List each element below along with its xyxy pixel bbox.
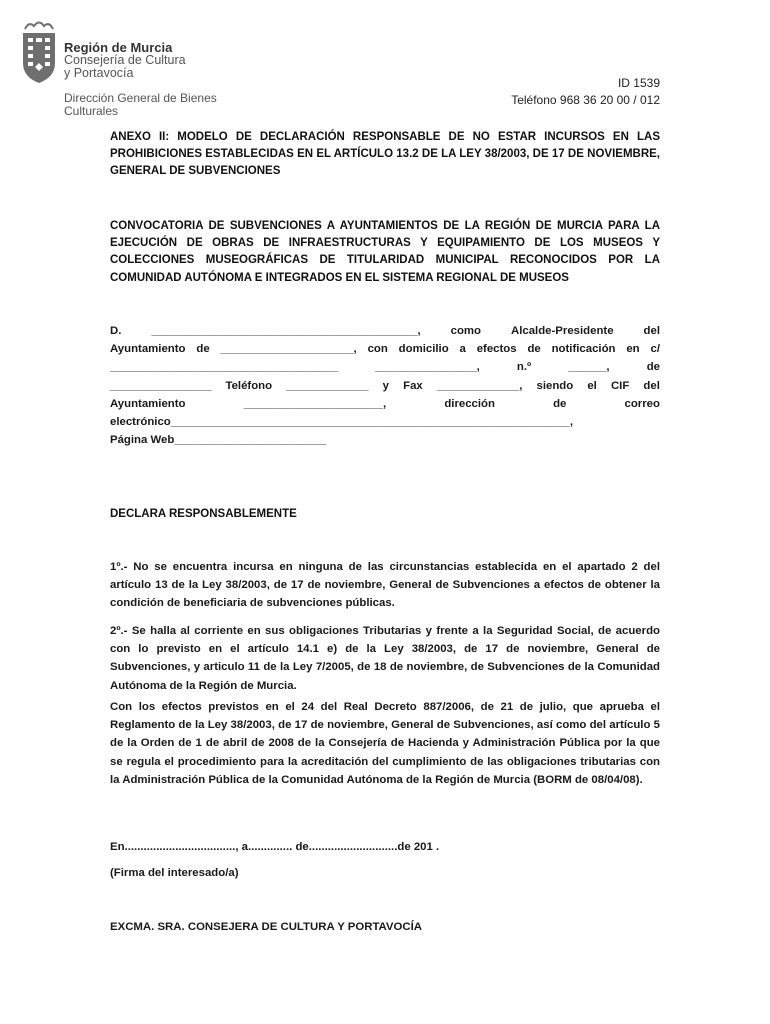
website-line: Página Web________________________ (110, 434, 327, 447)
document-id: ID 1539 (617, 76, 660, 90)
city-blank: ________________ (110, 379, 212, 392)
form-text: de (646, 361, 660, 374)
email-line: electrónico_______________________________________________________________, (110, 416, 574, 429)
form-text: domicilio (398, 343, 449, 356)
form-text: a (459, 343, 466, 356)
convocatoria-title: CONVOCATORIA DE SUBVENCIONES A AYUNTAMIENTOS DE LA REGIÓN DE MURCIA PARA LA EJECUCIÓN DE OBRAS DE INFRAESTRUCTURAS Y EQUIPAMIENTO DE LOS MUSEOS Y COLECCIONES MUSEOGRÁFICAS DE TITULARIDAD MUNICIPAL RECONOCIDOS POR LA COMUNIDAD AUTÓNOMA E INTEGRADOS EN EL SISTEMA REGIONAL DE MUSEOS (110, 220, 660, 284)
form-text: como (450, 325, 481, 337)
name-blank: __________________________________________, (151, 325, 421, 337)
form-text: en (626, 343, 640, 356)
org-department-2: y Portavocía (64, 66, 134, 80)
fax-blank: _____________, (436, 379, 523, 392)
declara-heading: DECLARA RESPONSABLEMENTE (110, 508, 297, 520)
form-text: de (527, 343, 541, 356)
cif-blank: ______________________, (243, 397, 387, 410)
legal-effects-paragraph: Con los efectos previstos en el 24 del Real Decreto 887/2006, de 21 de julio, que aprueba el Reglamento de la Ley 38/2003, de 17 de noviembre, General de Subvenciones, así como del artículo 5 de la Orden de 1 de abril de 2008 de la Consejería de Hacienda y Administración Pública por la que se regula el procedimiento para la acreditación del cumplimiento de las obligaciones tributarias con la Administración Pública de la Comunidad Autónoma de la Región de Murcia (BORM de 08/04/08). (110, 701, 660, 786)
locality-blank: ________________, (375, 361, 480, 374)
header-organization (64, 41, 186, 80)
signature-label: (Firma del interesado/a) (110, 867, 239, 879)
form-line-5 (110, 395, 660, 413)
form-text: dirección (444, 397, 495, 410)
form-text: siendo (536, 379, 574, 392)
directorate-name (64, 92, 217, 118)
form-text: notificación (551, 343, 616, 356)
form-text: el (587, 379, 597, 392)
ayuntamiento-blank: _____________________, (220, 343, 357, 356)
number-blank: ______, (568, 361, 610, 374)
form-text: efectos (476, 343, 517, 356)
org-department: Consejería de Cultura (64, 53, 186, 67)
form-text: Ayuntamiento (110, 397, 186, 410)
form-line-1 (110, 322, 660, 340)
form-line-2 (110, 340, 660, 358)
declaration-point-1: 1º.- No se encuentra incursa en ninguna de las circunstancias establecida en el apartado 2 del artículo 13 de la Ley 38/2003, de 17 de noviembre, General de Subvenciones a efectos de obtener la condición de beneficiaria de subvenciones públicas. (110, 561, 660, 610)
declaration-point-2: 2º.- Se halla al corriente en sus obligaciones Tributarias y frente a la Seguridad Social, de acuerdo con lo previsto en el artículo 14.1 e) de la Ley 38/2003, de 17 de noviembre, General de Subvenciones, y articulo 11 de la Ley 7/2005, de 18 de noviembre, de Subvenciones de la Comunidad Autónoma de la Región de Murcia. (110, 625, 660, 692)
form-text: c/ (650, 343, 660, 356)
form-text: de (196, 343, 210, 356)
directorate-line-1: Dirección General de Bienes (64, 91, 217, 105)
directorate-line-2: Culturales (64, 104, 119, 118)
addressee: EXCMA. SRA. CONSEJERA DE CULTURA Y PORTAVOCÍA (110, 921, 423, 933)
form-text: correo (624, 397, 660, 410)
header-reference (511, 75, 660, 109)
form-text: y (382, 379, 390, 392)
form-text: Ayuntamiento (110, 343, 186, 356)
form-line-3 (110, 358, 660, 376)
form-text: n.º (516, 361, 532, 374)
date-place-line: En..................................., a.............. de............................de 201 . (110, 841, 440, 853)
declarant-form (110, 322, 660, 449)
org-name: Región de Murcia (64, 40, 173, 55)
form-text: Alcalde-Presidente (510, 325, 614, 337)
region-murcia-crest-logo (20, 17, 58, 91)
form-text: Fax (403, 379, 423, 392)
annex-title: ANEXO II: MODELO DE DECLARACIÓN RESPONSABLE DE NO ESTAR INCURSOS EN LAS PROHIBICIONES ESTABLECIDAS EN EL ARTÍCULO 13.2 DE LA LEY 38/2003, DE 17 DE NOVIEMBRE, GENERAL DE SUBVENCIONES (110, 131, 660, 178)
form-text: D. (110, 325, 122, 337)
phone-blank: _____________ (286, 379, 369, 392)
form-text: CIF (610, 379, 630, 392)
form-text: Teléfono (225, 379, 273, 392)
form-text: del (643, 325, 660, 337)
form-text: del (643, 379, 660, 392)
form-text: con (367, 343, 388, 356)
form-line-4 (110, 377, 660, 395)
street-blank: ____________________________________ (110, 361, 339, 374)
contact-phone: Teléfono 968 36 20 00 / 012 (511, 93, 660, 107)
form-text: de (553, 397, 567, 410)
